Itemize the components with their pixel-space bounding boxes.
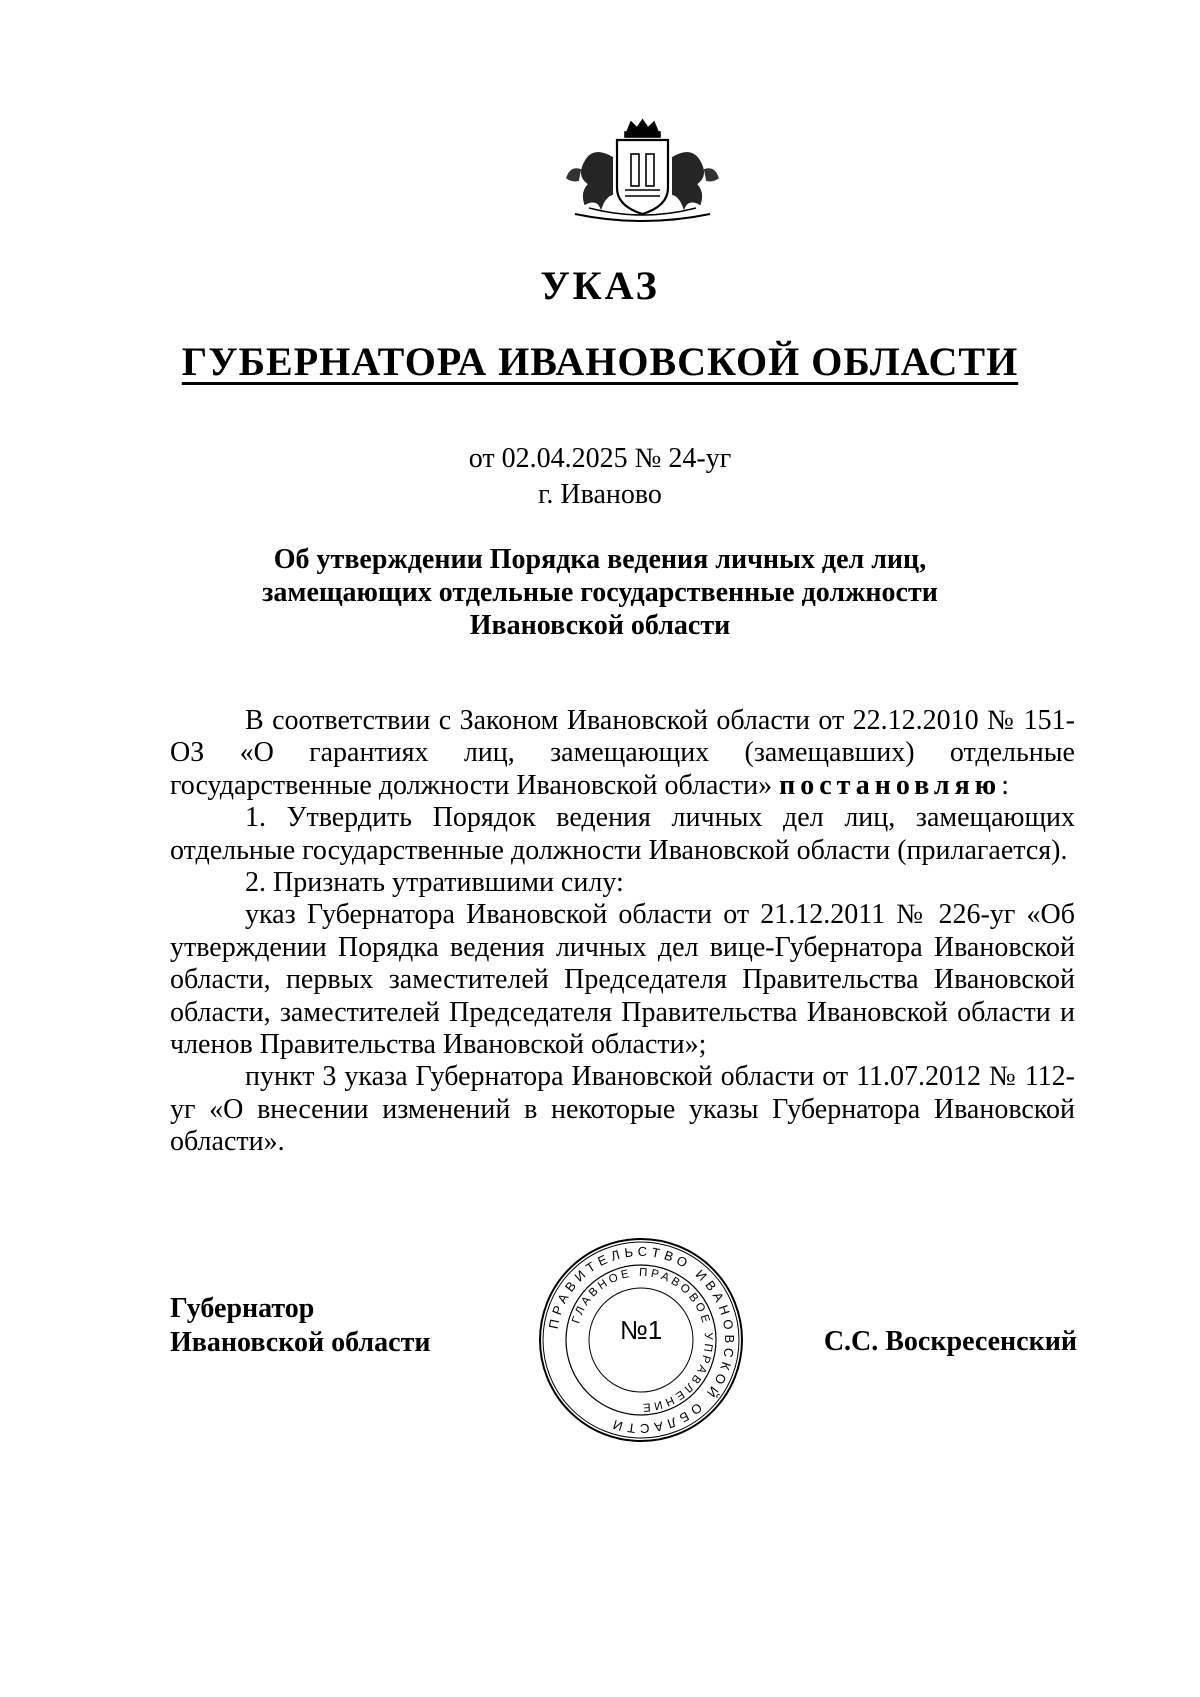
decree-city: г. Иваново <box>538 479 662 510</box>
seal-inner-text: ГЛАВНОЕ ПРАВОВОЕ УПРАВЛЕНИЕ <box>570 1266 715 1414</box>
preamble-end: : <box>1001 769 1009 801</box>
subject-line-3: Ивановской области <box>469 610 731 641</box>
document-type-title: УКАЗ <box>540 263 660 308</box>
decree-date-number: от 02.04.2025 № 24-уг <box>468 443 732 474</box>
body-paragraph-4: пункт 3 указа Губернатора Ивановской области от 11.07.2012 № 112-уг «О внесении изменений в некоторые указы Губернатора Ивановской области». <box>170 1061 1075 1158</box>
body-paragraph-preamble <box>170 705 1075 802</box>
body-paragraph-3: указ Губернатора Ивановской области от 21.12.2011 № 226-уг «Об утверждении Порядка ведения личных дел вице-Губернатора Ивановской области, первых заместителей Председателя Правительства Ивановской области, заместителей Председателя Правительства Ивановской области и членов Правительства Ивановской области»; <box>170 899 1075 1061</box>
subject-line-2: замещающих отдельные государственные должности <box>262 577 938 608</box>
decree-subject <box>150 543 1050 642</box>
signatory-position-line-2: Ивановской области <box>170 1327 431 1358</box>
issuer-title-text: ГУБЕРНАТОРА ИВАНОВСКОЙ ОБЛАСТИ <box>181 339 1019 384</box>
signatory-name: С.С. Воскресенский <box>823 1326 1077 1357</box>
seal-outer-text: ПРАВИТЕЛЬСТВО ИВАНОВСКОЙ ОБЛАСТИ <box>545 1243 738 1437</box>
issuer-title <box>0 338 1200 385</box>
resolve-keyword: постановляю <box>779 769 1002 801</box>
subject-line-1: Об утверждении Порядка ведения личных дел лиц, <box>273 544 927 575</box>
coat-of-arms-icon <box>555 118 730 226</box>
preamble-text: В соответствии с Законом Ивановской области от 22.12.2010 № 151-ОЗ «О гарантиях лиц, замещающих (замещавших) отдельные государственные должности Ивановской области» <box>170 705 1075 801</box>
decree-body <box>170 705 1075 1159</box>
seal-number: №1 <box>619 1315 663 1345</box>
signatory-position <box>170 1292 430 1360</box>
body-paragraph-1: 1. Утвердить Порядок ведения личных дел лиц, замещающих отдельные государственные должности Ивановской области (прилагается). <box>170 802 1075 866</box>
body-paragraph-2: 2. Признать утратившими силу: <box>245 867 624 899</box>
signatory-position-line-1: Губернатор <box>170 1293 315 1324</box>
